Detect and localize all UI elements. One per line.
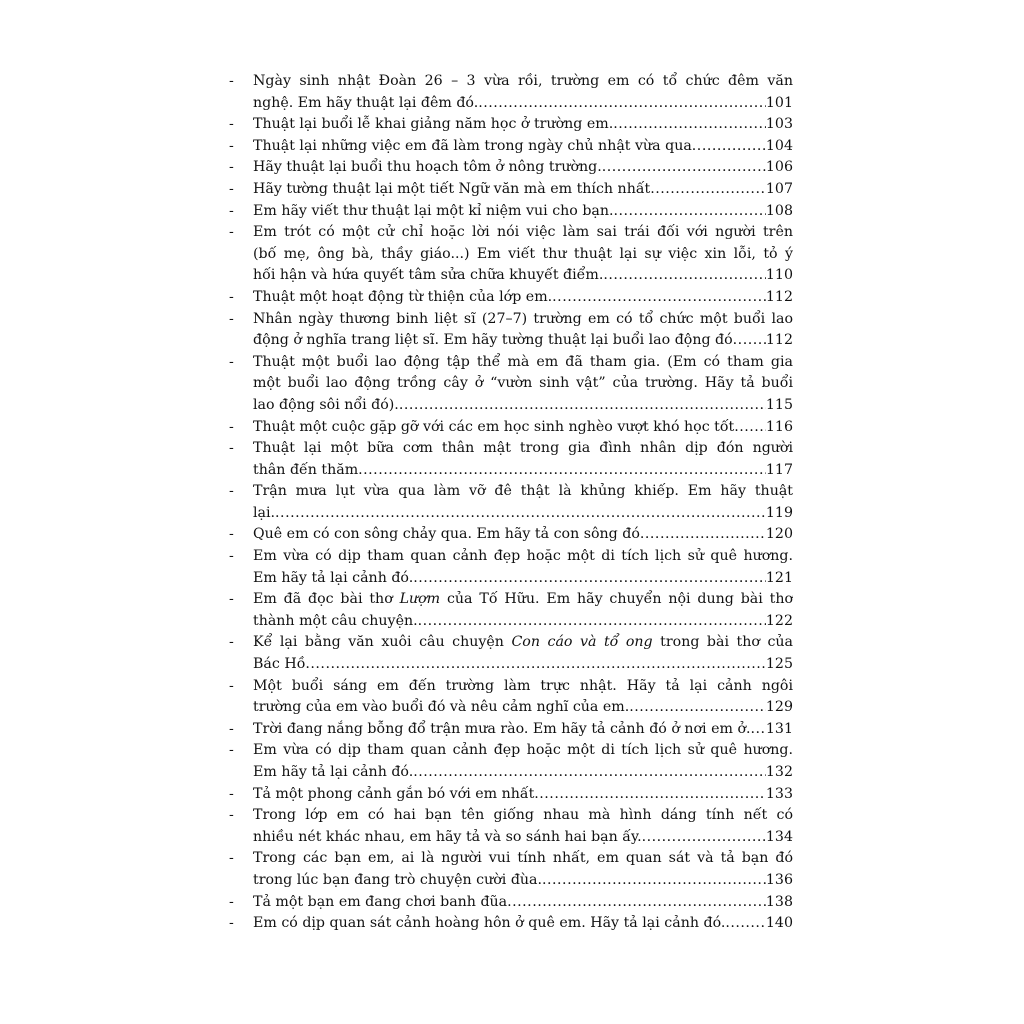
bullet-dash: - — [229, 893, 234, 910]
toc-entry — [229, 546, 793, 589]
bullet-dash: - — [229, 915, 234, 932]
dot-leader — [613, 114, 766, 136]
entry-text: Tả một phong cảnh gắn bó với em nhất — [253, 785, 535, 802]
page-number: 119 — [765, 504, 793, 521]
entry-text: Thuật một hoạt động từ thiện của lớp em. — [253, 288, 553, 305]
dot-leader — [640, 524, 766, 546]
bullet-dash: - — [229, 353, 234, 370]
page-number: 112 — [765, 288, 793, 305]
page-number: 134 — [765, 828, 793, 845]
entry-text: Thuật lại những việc em đã làm trong ngày chủ nhật vừa qua — [253, 137, 692, 154]
toc-entry — [229, 848, 793, 891]
page-number: 116 — [765, 418, 793, 435]
bullet-dash: - — [229, 634, 234, 651]
page-number: 138 — [765, 893, 793, 910]
bullet-dash: - — [229, 202, 234, 219]
entry-last-line — [253, 611, 793, 633]
dot-leader — [534, 784, 766, 806]
bullet-dash: - — [229, 677, 234, 694]
entry-last-line — [253, 892, 793, 914]
toc-entry — [229, 179, 793, 201]
entry-text: thành một câu chuyện. — [253, 612, 418, 629]
page-number: 133 — [765, 785, 793, 802]
dot-leader — [552, 287, 766, 309]
toc-entry — [229, 719, 793, 741]
toc-entry — [229, 438, 793, 481]
toc-entry — [229, 784, 793, 806]
dot-leader — [413, 762, 766, 784]
dot-leader — [507, 892, 766, 914]
entry-last-line — [253, 784, 793, 806]
entry-line: (bố mẹ, ông bà, thầy giáo...) Em viết thư thuật lại sự việc xin lỗi, tỏ ý — [253, 245, 793, 262]
toc-entry — [229, 740, 793, 783]
entry-text: Hãy thuật lại buổi thu hoạch tôm ở nông trường. — [253, 159, 602, 176]
entry-line: Em trót có một cử chỉ hoặc lời nói việc làm sai trái đối với người trên — [253, 224, 793, 241]
dot-leader — [629, 697, 766, 719]
bullet-dash: - — [229, 850, 234, 867]
entry-text: Em có dịp quan sát cảnh hoàng hôn ở quê em. Hãy tả lại cảnh đó. — [253, 915, 726, 932]
toc-entry — [229, 352, 793, 417]
entry-line: Trong các bạn em, ai là người vui tính nhất, em quan sát và tả bạn đó — [253, 850, 793, 867]
dot-leader — [418, 611, 766, 633]
page-number: 129 — [765, 699, 793, 716]
page-number: 110 — [765, 267, 793, 284]
dot-leader — [275, 503, 766, 525]
page-number: 125 — [765, 656, 793, 673]
entry-line: Em đã đọc bài thơ Lượm của Tố Hữu. Em hãy chuyển nội dung bài thơ — [253, 591, 793, 608]
entry-last-line — [253, 157, 793, 179]
entry-text: thân đến thăm — [253, 461, 359, 478]
dot-leader — [642, 827, 766, 849]
entry-text: trong lúc bạn đang trò chuyện cười đùa. — [253, 871, 543, 888]
entry-line: Trong lớp em có hai bạn tên giống nhau mà hình dáng tính nết có — [253, 807, 793, 824]
entry-text: Thuật một cuộc gặp gỡ với các em học sinh nghèo vượt khó học tốt — [253, 418, 735, 435]
toc-entry — [229, 524, 793, 546]
entry-last-line — [253, 460, 793, 482]
toc-entry — [229, 417, 793, 439]
dot-leader — [733, 330, 766, 352]
dot-leader — [692, 136, 766, 158]
toc-entry — [229, 913, 793, 935]
dot-leader — [725, 913, 766, 935]
entry-line: Thuật lại một bữa cơm thân mật trong gia đình nhân dịp đón người — [253, 440, 793, 457]
page-number: 120 — [765, 526, 793, 543]
dot-leader — [358, 460, 766, 482]
entry-last-line — [253, 827, 793, 849]
dot-leader — [478, 93, 766, 115]
bullet-dash: - — [229, 526, 234, 543]
entry-last-line — [253, 287, 793, 309]
entry-last-line — [253, 913, 793, 935]
entry-text: trường của em vào buổi đó và nêu cảm nghĩ của em. — [253, 699, 630, 716]
bullet-dash: - — [229, 440, 234, 457]
dot-leader — [650, 179, 766, 201]
entry-line: Trận mưa lụt vừa qua làm vỡ đê thật là khủng khiếp. Em hãy thuật — [253, 483, 793, 500]
entry-last-line — [253, 503, 793, 525]
entry-last-line — [253, 697, 793, 719]
table-of-contents — [229, 71, 793, 935]
page-number: 132 — [765, 764, 793, 780]
page-number: 103 — [765, 116, 793, 133]
page-number: 106 — [765, 159, 793, 176]
entry-last-line — [253, 417, 793, 439]
page-number: 107 — [765, 180, 793, 197]
toc-entry — [229, 805, 793, 848]
toc-entry — [229, 287, 793, 309]
bullet-dash: - — [229, 785, 234, 802]
bullet-dash: - — [229, 288, 234, 305]
dot-leader — [603, 265, 766, 287]
dot-leader — [751, 719, 766, 741]
work-title: Con cáo và tổ ong — [511, 634, 653, 651]
entry-line: Em vừa có dịp tham quan cảnh đẹp hoặc một di tích lịch sử quê hương. — [253, 742, 793, 759]
entry-last-line — [253, 114, 793, 136]
entry-text: nhiều nét khác nhau, em hãy tả và so sánh hai bạn ấy. — [253, 828, 642, 845]
entry-text: Quê em có con sông chảy qua. Em hãy tả con sông đó — [253, 526, 640, 543]
entry-last-line — [253, 719, 793, 741]
entry-line: Em vừa có dịp tham quan cảnh đẹp hoặc một di tích lịch sử quê hương. — [253, 548, 793, 565]
entry-text: Em hãy tả lại cảnh đó. — [253, 764, 414, 780]
entry-last-line — [253, 654, 793, 676]
entry-line: Một buổi sáng em đến trường làm trực nhật. Hãy tả lại cảnh ngôi — [253, 677, 793, 694]
toc-entry — [229, 589, 793, 632]
entry-text: Bác Hồ — [253, 656, 306, 673]
entry-last-line — [253, 265, 793, 287]
entry-text: nghệ. Em hãy thuật lại đêm đó. — [253, 94, 479, 111]
toc-entry — [229, 632, 793, 675]
entry-line: một buổi lao động trồng cây ở “vườn sinh vật” của trường. Hãy tả buổi — [253, 375, 793, 392]
bullet-dash: - — [229, 720, 234, 737]
entry-last-line — [253, 136, 793, 158]
entry-last-line — [253, 395, 793, 417]
page-number: 101 — [765, 94, 793, 111]
page-number: 131 — [765, 720, 793, 737]
toc-entry — [229, 201, 793, 223]
bullet-dash: - — [229, 73, 234, 89]
entry-text: động ở nghĩa trang liệt sĩ. Em hãy tường thuật lại buổi lao động đó — [253, 332, 733, 349]
page-number: 112 — [765, 332, 793, 349]
entry-text: Em hãy viết thư thuật lại một kỉ niệm vui cho bạn. — [253, 202, 614, 219]
bullet-dash: - — [229, 548, 234, 565]
bullet-dash: - — [229, 418, 234, 435]
dot-leader — [305, 654, 766, 676]
toc-entry — [229, 136, 793, 158]
entry-text: Em hãy tả lại cảnh đó. — [253, 569, 414, 586]
bullet-dash: - — [229, 180, 234, 197]
entry-last-line — [253, 524, 793, 546]
entry-last-line — [253, 568, 793, 590]
work-title: Lượm — [399, 591, 441, 608]
toc-entry — [229, 481, 793, 524]
entry-text: Tả một bạn em đang chơi banh đũa — [253, 893, 508, 910]
entry-text: Thuật lại buổi lễ khai giảng năm học ở trường em. — [253, 116, 614, 133]
page-number: 104 — [765, 137, 793, 154]
entry-last-line — [253, 201, 793, 223]
page-number: 117 — [765, 461, 793, 478]
page-number: 108 — [765, 202, 793, 219]
toc-entry — [229, 892, 793, 914]
dot-leader — [399, 395, 766, 417]
bullet-dash: - — [229, 591, 234, 608]
dot-leader — [542, 870, 766, 892]
toc-entry — [229, 114, 793, 136]
bullet-dash: - — [229, 310, 234, 327]
page-number: 140 — [765, 915, 793, 932]
entry-line: Nhân ngày thương binh liệt sĩ (27–7) trường em có tổ chức một buổi lao — [253, 310, 793, 327]
entry-last-line — [253, 179, 793, 201]
entry-text: lại. — [253, 504, 276, 521]
entry-last-line — [253, 330, 793, 352]
bullet-dash: - — [229, 116, 234, 133]
dot-leader — [413, 568, 766, 590]
toc-entry — [229, 71, 793, 114]
entry-line: Kể lại bằng văn xuôi câu chuyện Con cáo và tổ ong trong bài thơ của — [253, 634, 793, 651]
entry-last-line — [253, 870, 793, 892]
bullet-dash: - — [229, 807, 234, 824]
entry-last-line — [253, 93, 793, 115]
bullet-dash: - — [229, 483, 234, 500]
dot-leader — [734, 417, 766, 439]
page-number: 115 — [765, 396, 793, 413]
entry-text: lao động sôi nổi đó). — [253, 396, 399, 413]
bullet-dash: - — [229, 159, 234, 176]
toc-entry — [229, 309, 793, 352]
page-number: 121 — [765, 569, 793, 586]
toc-entry — [229, 676, 793, 719]
toc-entry — [229, 157, 793, 179]
page-number: 122 — [765, 612, 793, 629]
bullet-dash: - — [229, 224, 234, 241]
entry-last-line — [253, 762, 793, 784]
toc-entry — [229, 222, 793, 287]
dot-leader — [602, 157, 766, 179]
page-number: 136 — [765, 871, 793, 888]
dot-leader — [614, 201, 766, 223]
entry-text: Trời đang nắng bỗng đổ trận mưa rào. Em hãy tả cảnh đó ở nơi em ở. — [253, 720, 751, 737]
entry-text: Hãy tường thuật lại một tiết Ngữ văn mà em thích nhất — [253, 180, 651, 197]
entry-text: hối hận và hứa quyết tâm sửa chữa khuyết điểm. — [253, 267, 604, 284]
entry-line: Thuật một buổi lao động tập thể mà em đã tham gia. (Em có tham gia — [253, 353, 793, 370]
bullet-dash: - — [229, 742, 234, 759]
bullet-dash: - — [229, 137, 234, 154]
entry-line: Ngày sinh nhật Đoàn 26 – 3 vừa rồi, trường em có tổ chức đêm văn — [253, 73, 793, 89]
